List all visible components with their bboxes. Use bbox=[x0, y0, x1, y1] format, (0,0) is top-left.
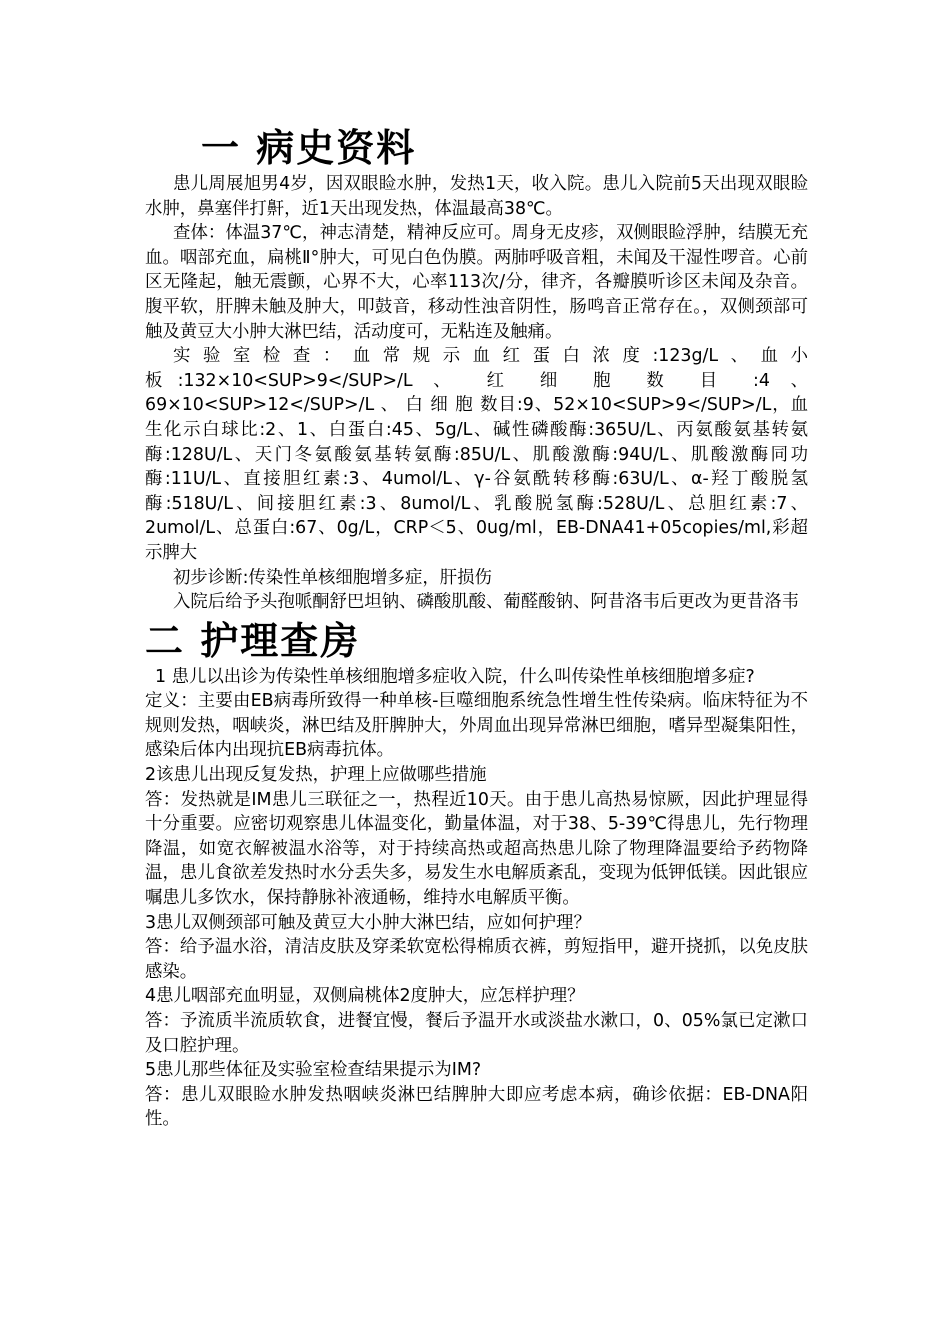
answer-5: 答：患儿双眼睑水肿发热咽峡炎淋巴结脾肿大即应考虑本病，确诊依据：EB-DNA阳性。 bbox=[145, 1084, 808, 1130]
question-4: 4患儿咽部充血明显，双侧扁桃体2度肿大，应怎样护理？ bbox=[145, 986, 585, 1007]
paragraph-treatment: 入院后给予头孢哌酮舒巴坦钠、磷酸肌酸、葡醛酸钠、阿昔洛韦后更改为更昔洛韦 bbox=[173, 592, 800, 613]
question-5: 5患儿那些体征及实验室检查结果提示为IM? bbox=[145, 1060, 482, 1081]
question-3: 3患儿双侧颈部可触及黄豆大小肿大淋巴结，应如何护理？ bbox=[145, 912, 591, 933]
answer-1: 定义：主要由EB病毒所致得一种单核-巨噬细胞系统急性增生性传染病。临床特征为不规则发热，咽峡炎，淋巴结及肝脾肿大，外周血出现异常淋巴细胞，嗜异型凝集阳性，感染后体内出现抗EB病毒抗体。 bbox=[145, 691, 808, 761]
answer-3: 答：给予温水浴，清洁皮肤及穿柔软宽松得棉质衣裤，剪短指甲，避开挠抓，以免皮肤感染。 bbox=[145, 937, 808, 982]
question-2: 2该患儿出现反复发热，护理上应做哪些措施 bbox=[145, 765, 487, 786]
document-page bbox=[145, 124, 808, 1132]
question-1: 1 患儿以出诊为传染性单核细胞增多症收入院，什么叫传染性单核细胞增多症? bbox=[155, 666, 755, 687]
section-title-nursing-rounds: 二 护理查房 bbox=[145, 617, 361, 663]
section-title-history: 一 病史资料 bbox=[201, 125, 417, 170]
paragraph-admission: 患儿周展旭男4岁，因双眼睑水肿，发热1天，收入院。患儿入院前5天出现双眼睑水肿，鼻塞伴打鼾，近1天出现发热，体温最高38℃。 bbox=[145, 174, 808, 219]
answer-2: 答：发热就是IM患儿三联征之一，热程近10天。由于患儿高热易惊厥，因此护理显得十分重要。应密切观察患儿体温变化，勤量体温，对于38、5-39℃得患儿，先行物理降温，如宽衣解被温水浴等，对于持续高热或超高热患儿除了物理降温要给予药物降温，患儿食欲差发热时水分丢失多，易发生水电解质紊乱，变现为低钾低镁。因此银应嘱患儿多饮水，保持静脉补液通畅，维持水电解质平衡。 bbox=[145, 789, 808, 909]
answer-4: 答：予流质半流质软食，进餐宜慢，餐后予温开水或淡盐水漱口，0、05%氯已定漱口及口腔护理。 bbox=[145, 1011, 808, 1056]
paragraph-physical-exam: 查体：体温37℃，神志清楚，精神反应可。周身无皮疹，双侧眼睑浮肿，结膜无充血。咽部充血，扁桃Ⅱ°肿大，可见白色伪膜。两肺呼吸音粗，未闻及干湿性啰音。心前区无隆起，触无震颤，心界不大，心率113次/分，律齐，各瓣膜听诊区未闻及杂音。腹平软，肝脾未触及肿大，叩鼓音，移动性浊音阴性，肠鸣音正常存在。，双侧颈部可触及黄豆大小肿大淋巴结，活动度可，无粘连及触痛。 bbox=[145, 223, 808, 342]
paragraph-lab-tests: 实验室检查：血常规示血红蛋白浓度:123g/L、血小板:132×10<SUP>9</SUP>/L 、 红 细 胞 数 目 :4 、 69×10<SUP>12</SUP>/L 、 白 细 胞 数目:9、52×10<SUP>9</SUP>/L，血生化示白球比:2、1、白蛋白:45、5g/L、碱性磷酸酶:365U/L、丙氨酸氨基转氨酶:128U/L、天门冬氨酸氨基转氨酶:85U/L、肌酸激酶:94U/L、肌酸激酶同功酶:11U/L、直接胆红素:3、4umol/L、γ-谷氨酰转移酶:63U/L、α-羟丁酸脱氢酶:518U/L、间接胆红素:3、8umol/L、乳酸脱氢酶:528U/L、总胆红素:7、2umol/L、总蛋白:67、0g/L，CRP＜5、0ug/ml，EB-DNA41+05copies/ml,彩超示脾大 bbox=[145, 346, 808, 563]
paragraph-diagnosis: 初步诊断:传染性单核细胞增多症，肝损伤 bbox=[173, 567, 492, 588]
